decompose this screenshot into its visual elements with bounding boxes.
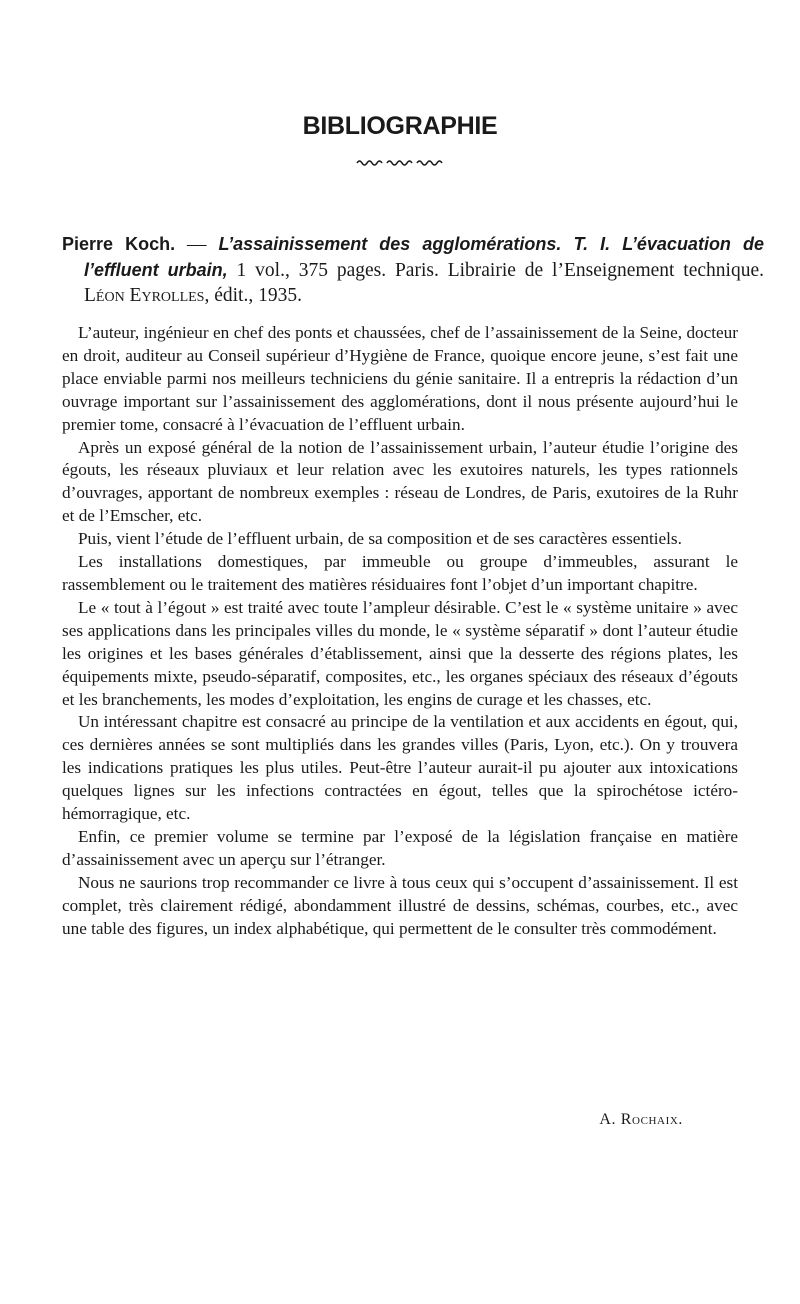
- wavy-rule-ornament-icon: [355, 156, 445, 168]
- review-paragraph: Après un exposé général de la notion de l’assainissement urbain, l’auteur étudie l’origine des égouts, les réseaux pluviaux et leur relation avec les exutoires naturels, les types rationnels d’ouvrages, apportant de nombreux exemples : réseau de Londres, de Paris, exutoires de la Ruhr et de l’Emscher, etc.: [62, 437, 738, 526]
- review-paragraph: Les installations domestiques, par immeuble ou groupe d’immeubles, assurant le rassemblement ou le traitement des matières résiduaires font l’objet d’un important chapitre.: [62, 552, 738, 594]
- reviewer-signature: [520, 1111, 683, 1129]
- reference-edition: , édit., 1935.: [204, 285, 302, 306]
- reference-details: 1 vol., 375 pages. Paris. Librairie de l’Enseignement technique.: [227, 259, 764, 281]
- review-paragraph: L’auteur, ingénieur en chef des ponts et chaussées, chef de l’assainissement de la Seine, docteur en droit, auditeur au Conseil supérieur d’Hygiène de France, quoique encore jeune, s’est fait une place enviable parmi nos meilleurs techniciens du génie sanitaire. Il a entrepris la rédaction d’un ouvrage important sur l’assainissement des agglomérations, dont il nous présente aujourd’hui le premier tome, consacré à l’évacuation de l’effluent urbain.: [62, 323, 738, 434]
- signature-initial: A.: [599, 1111, 621, 1128]
- review-paragraph: Nous ne saurions trop recommander ce livre à tous ceux qui s’occupent d’assainissement. Il est complet, très clairement rédigé, abondamment illustré de dessins, schémas, courbes, etc., avec une table des figures, un index alphabétique, qui permettent de le consulter très commodément.: [62, 872, 738, 938]
- review-paragraph: Le « tout à l’égout » est traité avec toute l’ampleur désirable. C’est le « système unitaire » avec ses applications dans les principales villes du monde, le « système séparatif » dont l’auteur étudie les origines et les bases générales d’établissement, ainsi que la desserte des régions plates, les équipements mixte, pseudo-séparatif, composites, etc., les organes spéciaux des réseaux d’égouts et les branchements, les modes d’exploitation, les engins de curage et les chasses, etc.: [62, 597, 738, 709]
- reference-author: Pierre Koch.: [62, 234, 176, 254]
- signature-name: Rochaix.: [620, 1111, 683, 1128]
- bibliographic-reference: [62, 232, 764, 309]
- page-title: BIBLIOGRAPHIE: [302, 112, 498, 140]
- reference-dash: —: [175, 234, 219, 255]
- review-paragraph: Enfin, ce premier volume se termine par l’exposé de la législation française en matière d’assainissement avec un aperçu sur l’étranger.: [62, 826, 738, 869]
- review-paragraph: Puis, vient l’étude de l’effluent urbain, de sa composition et de ses caractères essentiels.: [78, 529, 682, 549]
- review-paragraph: Un intéressant chapitre est consacré au principe de la ventilation et aux accidents en égout, qui, ces dernières années se sont multipliés dans les grandes villes (Paris, Lyon, etc.). On y trouvera les indications pratiques les plus utiles. Peut-être l’auteur aurait-il pu ajouter aux intoxications quelques lignes sur les infections contractées en égout, telles que la spirochétose ictéro-hémorragique, etc.: [62, 712, 738, 824]
- review-body: [62, 322, 738, 940]
- reference-title: L’assainissement des agglomérations. T. I. L’évacuation de l’effluent urbain,: [84, 234, 764, 280]
- reference-publisher: Léon Eyrolles: [84, 285, 205, 306]
